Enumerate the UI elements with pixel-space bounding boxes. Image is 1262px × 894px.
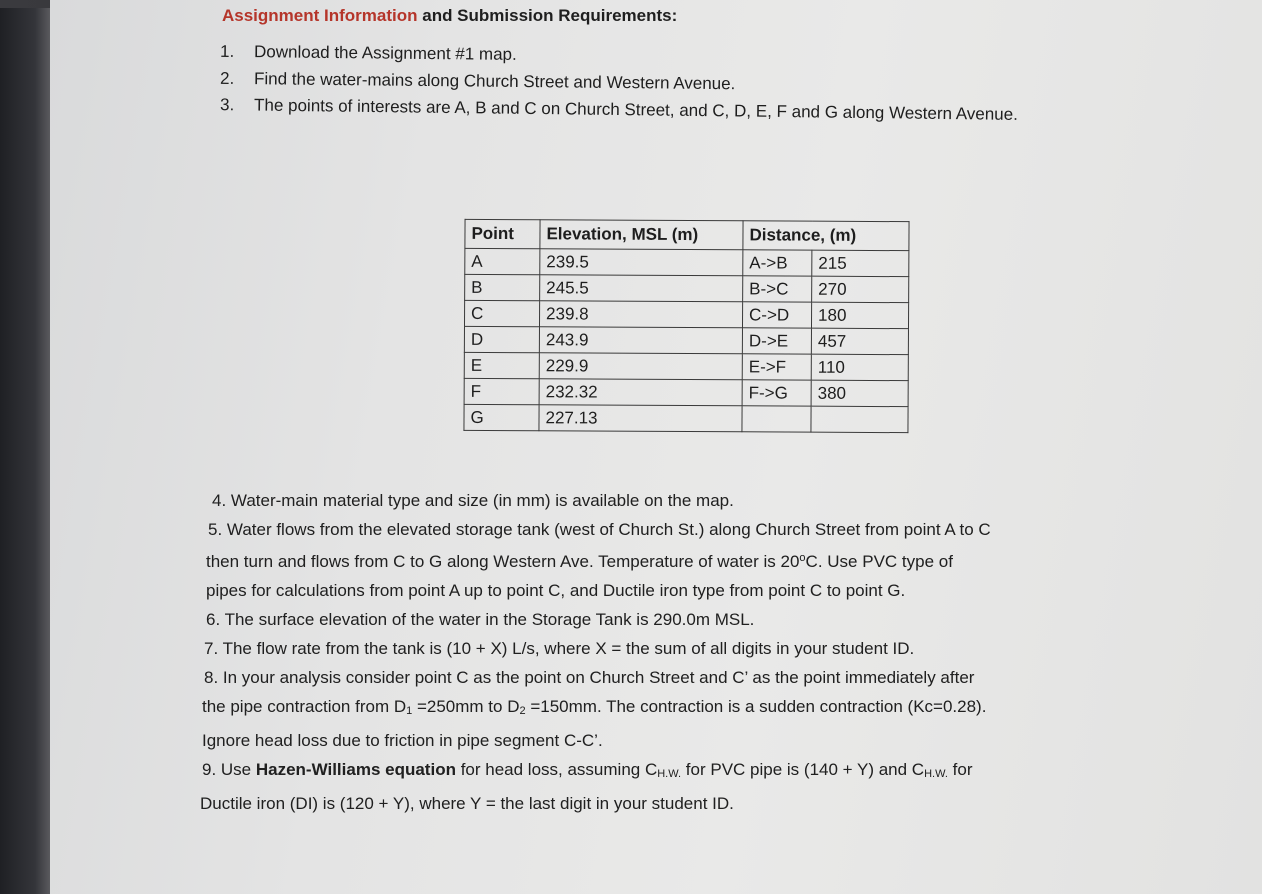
page-title-rest: and Submission Requirements: [417, 6, 678, 25]
table-row: G 227.13 [464, 404, 908, 432]
list-item: 4. Water-main material type and size (in mm) is available on the map. [212, 491, 734, 510]
list-item-continued: pipes for calculations from point A up to point C, and Ductile iron type from point C to point G. [206, 581, 906, 600]
list-item-continued: the pipe contraction from D1 =250mm to D2 =150mm. The contraction is a sudden contraction (Kc=0.28). [202, 697, 987, 717]
list-item-continued: Ignore head loss due to friction in pipe segment C-C’. [202, 731, 603, 750]
table-row: C 239.8 C->D 180 [464, 300, 908, 328]
header-distance: Distance, (m) [743, 221, 909, 251]
list-item: 7. The flow rate from the tank is (10 + X) L/s, where X = the sum of all digits in your student ID. [204, 639, 915, 658]
list-item: 2. Find the water-mains along Church Street and Western Avenue. [219, 68, 736, 94]
requirements-list-top [219, 41, 1018, 127]
list-item: 1. Download the Assignment #1 map. [219, 41, 517, 64]
elevation-distance-table [463, 219, 909, 433]
document-page [50, 0, 1262, 894]
monitor-bezel-left [0, 0, 50, 894]
page-title-highlight: Assignment Information [222, 6, 418, 25]
table-row: A 239.5 A->B 215 [465, 248, 909, 276]
header-point: Point [465, 219, 540, 248]
list-item: 8. In your analysis consider point C as the point on Church Street and C’ as the point immediately after [204, 668, 975, 687]
list-item-continued: Ductile iron (DI) is (120 + Y), where Y = the last digit in your student ID. [200, 794, 734, 813]
header-elevation: Elevation, MSL (m) [540, 220, 743, 250]
page-title [222, 6, 677, 26]
list-item: 5. Water flows from the elevated storage tank (west of Church St.) along Church Street from point A to C [208, 520, 991, 539]
list-item: 6. The surface elevation of the water in the Storage Tank is 290.0m MSL. [206, 610, 755, 629]
requirements-list-bottom [200, 486, 1160, 818]
list-item: 9. Use Hazen-Williams equation for head loss, assuming CH.W. for PVC pipe is (140 + Y) and CH.W. for [202, 760, 973, 780]
list-item: 3. The points of interests are A, B and C on Church Street, and C, D, E, F and G along Western Avenue. [219, 95, 1018, 124]
table-row: D 243.9 D->E 457 [464, 326, 908, 354]
table-row: B 245.5 B->C 270 [465, 274, 909, 302]
hazen-williams-emphasis: Hazen-Williams equation [255, 760, 456, 779]
table-header-row [465, 219, 909, 250]
table-row: E 229.9 E->F 110 [464, 352, 908, 380]
table-row: F 232.32 F->G 380 [464, 378, 908, 406]
list-item-continued: then turn and flows from C to G along Western Ave. Temperature of water is 20$^o$C. Use PVC type of [206, 552, 953, 571]
